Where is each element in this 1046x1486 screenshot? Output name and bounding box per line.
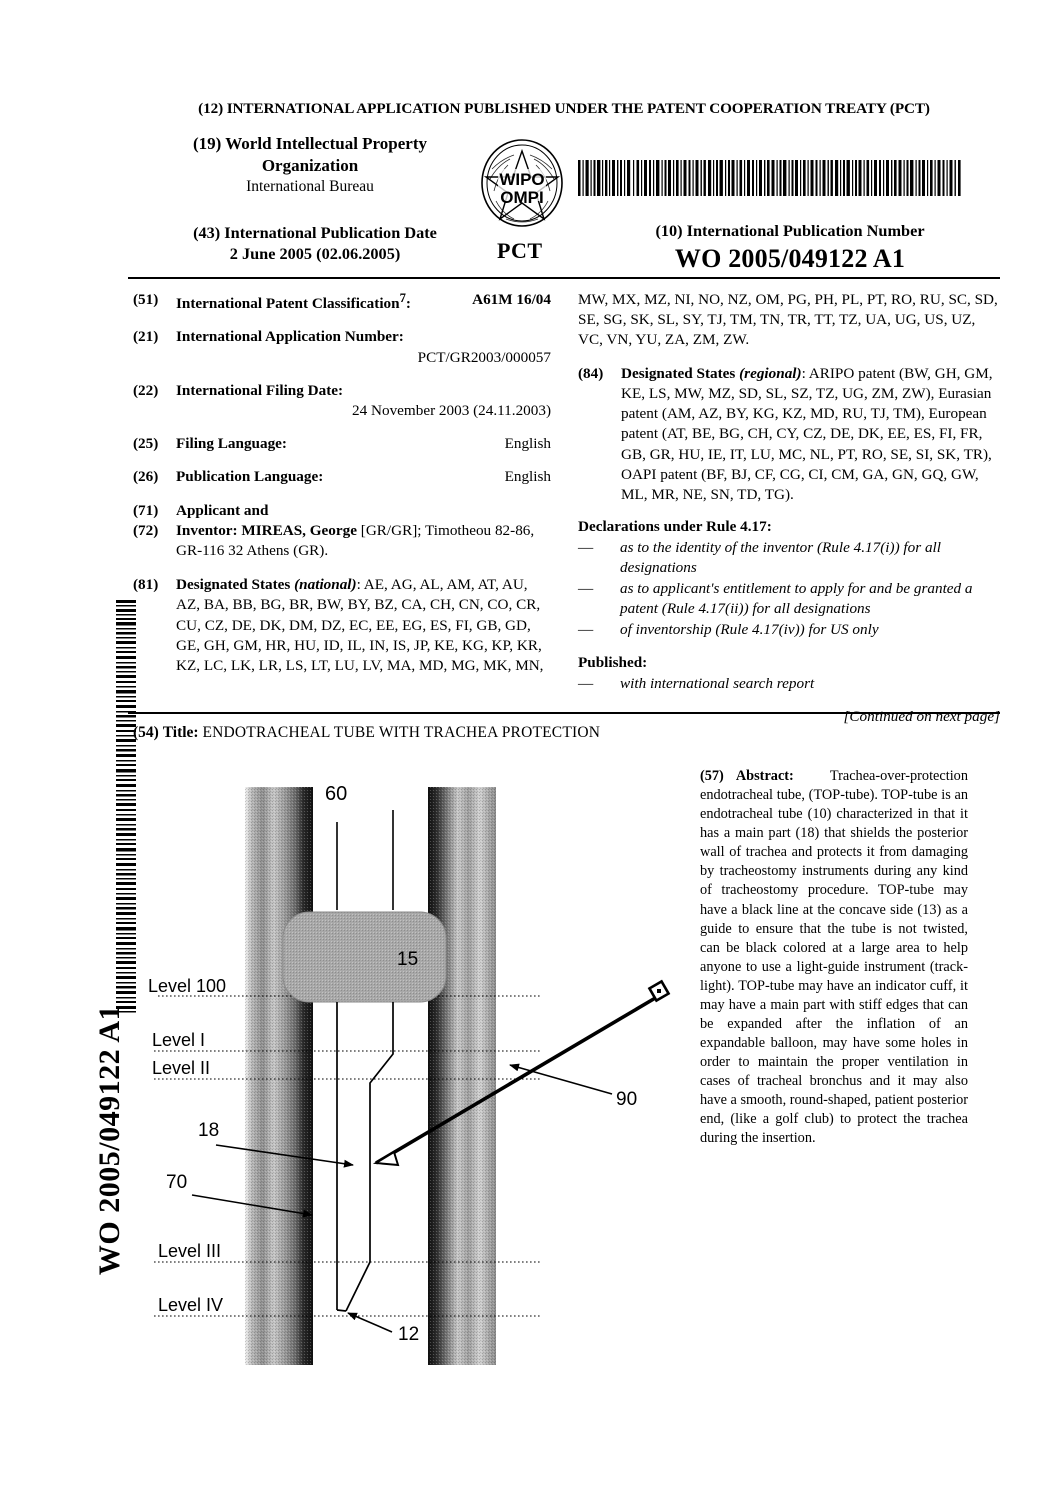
designated-states-regional-label: Designated States xyxy=(621,364,736,382)
publication-number-value: WO 2005/049122 A1 xyxy=(674,244,906,273)
organization-line-3: International Bureau xyxy=(246,177,374,195)
declaration-item xyxy=(578,579,1000,619)
dash-glyph-icon: — xyxy=(578,621,594,639)
declaration-item-text: as to applicant's entitlement to apply for and be granted a patent (Rule 4.17(ii)) for all designations xyxy=(620,580,973,618)
application-number-label: International Application Number: xyxy=(176,328,404,346)
barcode-icon xyxy=(578,160,963,196)
field-code-21: (21) xyxy=(133,328,159,346)
field-code-51: (51) xyxy=(133,291,159,308)
continued-note: [Continued on next page] xyxy=(843,707,1000,725)
organization-block xyxy=(150,133,470,196)
svg-text:WIPO: WIPO xyxy=(499,170,545,189)
level-label-i: Level I xyxy=(152,1030,206,1050)
field-code-57: (57) xyxy=(700,768,724,784)
publication-language-value: English xyxy=(504,468,551,486)
designated-states-national-qualifier: (national) xyxy=(294,576,357,594)
title-label: Title: xyxy=(162,724,199,741)
filing-language-value: English xyxy=(504,435,551,453)
published-item xyxy=(578,674,1000,694)
trachea-wall-right xyxy=(428,787,496,1365)
invention-title: ENDOTRACHEAL TUBE WITH TRACHEA PROTECTION xyxy=(202,724,601,741)
level-label-100: Level 100 xyxy=(148,976,227,996)
declaration-item xyxy=(578,620,1000,640)
field-inventor xyxy=(133,521,551,561)
field-code-81: (81) xyxy=(133,576,159,594)
cuff-balloon xyxy=(283,912,446,1002)
ipc-superscript: 7 xyxy=(399,291,406,305)
declarations-heading: Declarations under Rule 4.17: xyxy=(578,518,772,536)
spine-publication-number: WO 2005/049122 A1 xyxy=(93,1004,126,1276)
field-code-26: (26) xyxy=(133,468,159,486)
tube-guide-lines xyxy=(337,810,393,910)
declaration-item-text: of inventorship (Rule 4.17(iv)) for US only xyxy=(620,621,879,639)
inventor-label: Inventor: xyxy=(176,521,238,539)
application-number-value: PCT/GR2003/000057 xyxy=(417,348,551,366)
filing-language-label: Filing Language: xyxy=(176,435,287,453)
declarations-block xyxy=(578,518,1000,640)
ref-numeral-60: 60 xyxy=(325,783,348,805)
designated-states-national-continued: MW, MX, MZ, NI, NO, NZ, OM, PG, PH, PL, PT, RO, RU, SC, SD, SE, SG, SK, SL, SY, TJ, TM, TN, TR, TT, TZ, UA, UG, US, UZ, VC, VN, YU, ZA, ZM, ZW. xyxy=(578,291,998,349)
level-label-iv: Level IV xyxy=(158,1295,224,1315)
published-item-text: with international search report xyxy=(620,674,815,692)
field-code-25: (25) xyxy=(133,435,159,453)
ref-numeral-12: 12 xyxy=(398,1324,420,1345)
publication-number-label: (10) International Publication Number xyxy=(655,221,925,240)
page-title: (12) INTERNATIONAL APPLICATION PUBLISHED UNDER THE PATENT COOPERATION TREATY (PCT) xyxy=(198,100,930,117)
field-application-number xyxy=(133,327,551,367)
level-label-ii: Level II xyxy=(152,1058,211,1078)
publication-date-value: 2 June 2005 (02.06.2005) xyxy=(229,244,401,264)
ref-numeral-70: 70 xyxy=(166,1172,188,1193)
biblio-right-column xyxy=(578,290,1000,726)
invention-title-row xyxy=(133,724,600,742)
designated-states-regional-qualifier: (regional) xyxy=(739,364,802,382)
ipc-value: A61M 16/04 xyxy=(472,291,551,308)
field-designated-states-national xyxy=(133,575,551,676)
field-code-72: (72) xyxy=(133,521,159,539)
applicant-label: Applicant and xyxy=(176,501,269,519)
field-code-84: (84) xyxy=(578,364,604,382)
ref-numeral-18: 18 xyxy=(198,1120,220,1141)
endotracheal-tube-trachea-diagram xyxy=(140,765,685,1385)
field-publication-language xyxy=(133,467,551,487)
bibliographic-data xyxy=(128,290,1000,725)
ref-numeral-15: 15 xyxy=(397,949,419,970)
publication-date-block xyxy=(150,222,480,264)
abstract-label: Abstract: xyxy=(735,768,794,784)
organization-line-1: (19) World Intellectual Property xyxy=(192,134,428,153)
declaration-item xyxy=(578,538,1000,578)
abstract-block xyxy=(700,767,968,1149)
tracheostomy-instrument xyxy=(376,981,669,1165)
field-designated-states-regional xyxy=(578,364,1000,506)
designated-states-national-label: Designated States xyxy=(176,576,291,594)
ipc-label: International Patent Classification xyxy=(176,295,400,313)
field-filing-date xyxy=(133,381,551,421)
trachea-wall-left xyxy=(245,787,313,1365)
field-ipc: (51) A61M 16/04 International Patent Classification$^7$: xyxy=(133,291,551,313)
pct-mark: PCT xyxy=(497,238,543,263)
inventor-address: [GR/GR]; Timotheou 82-86, GR-116 32 Athens (GR). xyxy=(176,521,535,560)
dash-glyph-icon: — xyxy=(578,674,594,692)
ref-numeral-90: 90 xyxy=(616,1089,638,1110)
publication-language-label: Publication Language: xyxy=(176,468,324,486)
field-code-22: (22) xyxy=(133,381,159,399)
svg-text:OMPI: OMPI xyxy=(500,188,544,207)
field-filing-language xyxy=(133,434,551,454)
field-applicant xyxy=(133,501,551,521)
published-heading: Published: xyxy=(578,653,648,671)
biblio-left-column xyxy=(133,290,551,689)
inventor-name: MIREAS, George xyxy=(241,521,357,539)
designated-states-regional-value: : ARIPO patent (BW, GH, GM, KE, LS, MW, MZ, SD, SL, SZ, TZ, UG, ZM, ZW), Eurasian patent (AM, AZ, BY, KG, KZ, MD, RU, TJ, TM), European patent (AT, BE, BG, CH, CY, CZ, DE, DK, EE, ES, FI, FR, GB, GR, HU, IE, IT, LU, MC, NL, PT, RO, SE, SI, SK, TR), OAPI patent (BF, BJ, CF, CG, CI, CM, GA, GN, GQ, GW, ML, MR, NE, SN, TD, TG). xyxy=(621,364,993,503)
publication-date-label: (43) International Publication Date xyxy=(193,223,437,242)
level-label-iii: Level III xyxy=(158,1241,222,1261)
wipo-ompi-seal-icon xyxy=(480,139,564,227)
designated-states-national-value: : AE, AG, AL, AM, AT, AU, AZ, BA, BB, BG, BR, BW, BY, BZ, CA, CH, CN, CO, CR, CU, CZ, DE, DK, DM, DZ, EC, EE, EG, ES, FI, GB, GD, GE, GH, GM, HR, HU, ID, IL, IN, IS, JP, KE, KG, KP, KR, KZ, LC, LK, LR, LS, LT, LU, LV, MA, MD, MG, MK, MN, xyxy=(176,576,544,675)
field-code-54: (54) xyxy=(133,724,159,741)
published-block xyxy=(578,654,1000,694)
left-margin-spine xyxy=(78,600,148,1390)
publication-number-block xyxy=(600,221,980,274)
dash-glyph-icon: — xyxy=(578,539,594,557)
abstract-text: Trachea-over-protection endotracheal tube, (TOP-tube). TOP-tube is an endotracheal tube (10) characterized in that it has a main part (18) that shields the posterior wall of trachea and protects it from damaging by tracheostomy instruments during any kind of tracheostomy procedure. TOP-tube may have a black line at the concave side (13) as a guide to ensure that the tube is not twisted, can be black colored at a large area to help anyone to use a light-guide instrument (track-light). TOP-tube may have an indicator cuff, it may have a main part with stiff edges that can be expanded after the inflation of an expandable balloon, may have some holes in order to maintain the proper ventilation in cases of tracheal bronchus and it may also have a smooth, round-shaped, patient posterior end, (like a golf club) to protect the trachea during the insertion. xyxy=(700,768,968,1147)
filing-date-value: 24 November 2003 (24.11.2003) xyxy=(352,401,551,419)
header-divider xyxy=(128,277,1000,279)
filing-date-label: International Filing Date: xyxy=(176,381,344,399)
field-code-71: (71) xyxy=(133,501,159,519)
declaration-item-text: as to the identity of the inventor (Rule 4.17(i)) for all designations xyxy=(620,539,941,577)
dash-glyph-icon: — xyxy=(578,580,594,598)
title-divider xyxy=(128,712,1000,714)
organization-line-2: Organization xyxy=(261,155,359,175)
